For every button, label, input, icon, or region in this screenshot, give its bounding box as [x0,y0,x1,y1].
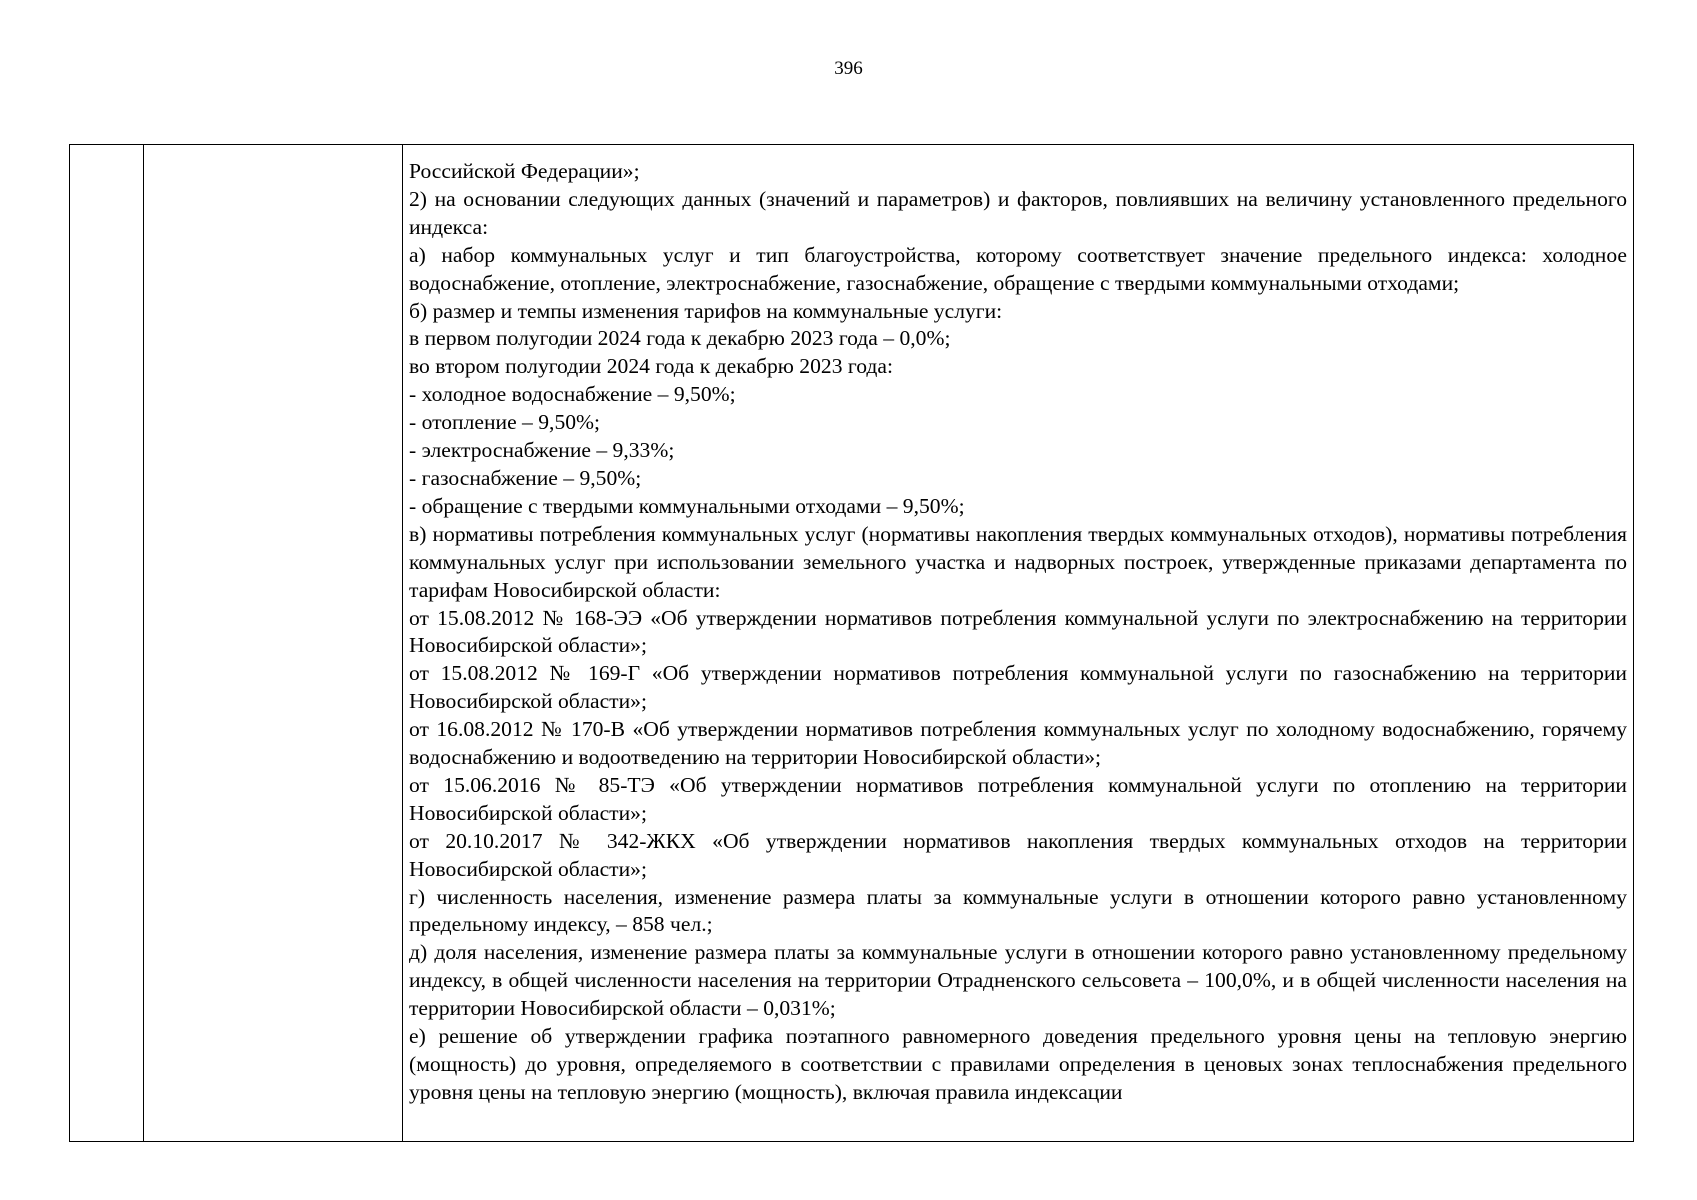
paragraph: во втором полугодии 2024 года к декабрю 2023 года: [409,354,893,379]
table-cell-number [70,145,144,1142]
cell-text-block [403,145,1633,1107]
paragraph: д) доля населения, изменение размера платы за коммунальные услуги в отношении которого равно установленному предельному индексу, в общей численности населения на территории Отрадненского сельсовета – 100,0%, и в общей численности населения на территории Новосибирской области – 0,031%; [409,940,1627,1021]
paragraph: - отопление – 9,50%; [409,410,601,435]
table-cell-content [403,145,1634,1142]
paragraph: от 15.08.2012 № 169-Г «Об утверждении нормативов потребления коммунальной услуги по газоснабжению на территории Новосибирской области»; [409,661,1627,714]
page-number: 396 [834,58,863,79]
paragraph: в первом полугодии 2024 года к декабрю 2023 года – 0,0%; [409,326,951,351]
table-cell-name [144,145,403,1142]
paragraph: от 20.10.2017 № 342-ЖКХ «Об утверждении нормативов накопления твердых коммунальных отходов на территории Новосибирской области»; [409,828,1627,881]
paragraph: - обращение с твердыми коммунальными отходами – 9,50%; [409,493,965,518]
paragraph: е) решение об утверждении графика поэтапного равномерного доведения предельного уровня цены на тепловую энергию (мощность) до уровня, определяемого в соответствии с правилами определения в ценовых зонах теплоснабжения предельного уровня цены на тепловую энергию (мощность), включая правила индексации [409,1024,1627,1104]
paragraph: г) численность населения, изменение размера платы за коммунальные услуги в отношении которого равно установленному предельному индексу, – 858 чел.; [409,884,1627,937]
paragraph: а) набор коммунальных услуг и тип благоустройства, которому соответствует значение предельного индекса: холодное водоснабжение, отопление, электроснабжение, газоснабжение, обращение с твердыми коммунальными отходами; [409,242,1627,295]
paragraph: - газоснабжение – 9,50%; [409,465,642,490]
paragraph: - холодное водоснабжение – 9,50%; [409,382,736,407]
document-table [69,144,1634,1142]
table-row [70,145,1634,1142]
paragraph: от 15.06.2016 № 85-ТЭ «Об утверждении нормативов потребления коммунальной услуги по отоплению на территории Новосибирской области»; [409,772,1627,825]
paragraph: Российской Федерации»; [409,159,640,183]
paragraph: - электроснабжение – 9,33%; [409,438,675,463]
paragraph: от 16.08.2012 № 170-В «Об утверждении нормативов потребления коммунальных услуг по холодному водоснабжению, горячему водоснабжению и водоотведению на территории Новосибирской области»; [409,717,1627,770]
paragraph: от 15.08.2012 № 168-ЭЭ «Об утверждении нормативов потребления коммунальной услуги по электроснабжению на территории Новосибирской области»; [409,605,1627,658]
paragraph: б) размер и темпы изменения тарифов на коммунальные услуги: [409,298,1003,323]
paragraph: 2) на основании следующих данных (значений и параметров) и факторов, повлиявших на величину установленного предельного индекса: [409,186,1627,239]
paragraph: в) нормативы потребления коммунальных услуг (нормативы накопления твердых коммунальных отходов), нормативы потребления коммунальных услуг при использовании земельного участка и надворных построек, утвержденные приказами департамента по тарифам Новосибирской области: [409,521,1627,602]
